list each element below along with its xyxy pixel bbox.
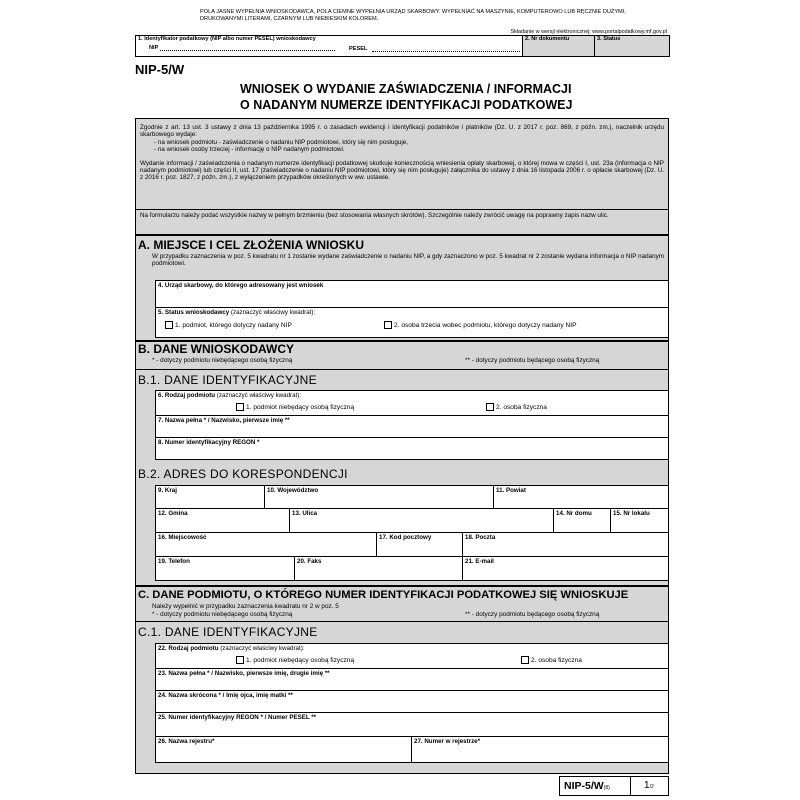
section-b2-title: B.2. ADRES DO KORESPONDENCJI — [138, 467, 348, 481]
numer-w-rejestrze-field[interactable] — [411, 737, 669, 763]
nazwa-pelna-c-field[interactable] — [155, 669, 669, 691]
nazwa-rejestru-field[interactable] — [155, 737, 412, 763]
checkbox-icon[interactable] — [384, 321, 392, 329]
section-c1-title: C.1. DANE IDENTYFIKACYJNE — [138, 625, 318, 639]
field-6-hint: (zaznaczyć właściwy kwadrat): — [216, 392, 302, 399]
intro-paragraph: Zgodnie z art. 13 ust. 3 ustawy z dnia 13 października 1995 r. o zasadach ewidencji i identyfikacji podatników i płatników (Dz. U. z 2017 r. poz. 869, z późn. zm.), naczelnik urzędu skarbowego wydaje: — [140, 124, 664, 139]
field-4-label: 4. Urząd skarbowy, do którego adresowany jest wniosek — [158, 282, 324, 289]
rodzaj-podmiotu-field — [155, 390, 669, 416]
section-c-description: Należy wypełnić w przypadku zaznaczenia kwadratu nr 2 w poz. 5 — [152, 603, 339, 610]
section-c-note-2: ** - dotyczy podmiotu będącego osobą fizyczną — [465, 611, 600, 618]
field-26-label: 26. Nazwa rejestru* — [158, 738, 215, 745]
section-c-title: C. DANE PODMIOTU, O KTÓREGO NUMER IDENTYFIKACJI PODATKOWEJ SIĘ WNIOSKUJE — [138, 589, 629, 601]
urzad-skarbowy-field[interactable] — [155, 280, 669, 308]
document-number-label: 2. Nr dokumentu — [525, 36, 570, 42]
section-b-title: B. DANE WNIOSKODAWCY — [138, 342, 294, 356]
nr-lokalu-field[interactable] — [610, 509, 669, 533]
section-b-note-2: ** - dotyczy podmiotu będącego osobą fizyczną — [465, 357, 600, 364]
field-7-label: 7. Nazwa pełna * / Nazwisko, pierwsze imię ** — [158, 417, 290, 424]
checkbox-icon[interactable] — [521, 656, 529, 664]
divider — [135, 621, 669, 622]
pesel-label: PESEL — [349, 46, 368, 52]
status-option-2-label: 2. osoba trzecia wobec podmiotu, którego dotyczy nadany NIP — [394, 321, 577, 329]
field-23-label: 23. Nazwa pełna * / Nazwisko, pierwsze imię, drugie imię ** — [158, 670, 330, 677]
footer-version: (8) — [603, 785, 610, 791]
checkbox-icon[interactable] — [236, 656, 244, 664]
field-20-label: 20. Faks — [297, 558, 322, 565]
ulica-field[interactable] — [289, 509, 554, 533]
kod-pocztowy-field[interactable] — [376, 533, 463, 557]
status-option-2[interactable] — [384, 321, 577, 329]
rodzaj-c-option-1[interactable] — [236, 656, 354, 664]
intro-paragraph: Wydanie informacji / zaświadczenia o nadanym numerze identyfikacji podatkowej skutkuje koniecznością wniesienia opłaty skarbowej, o której mowa w części I, ust. 23a (informacja o NIP nadanym podmiotowi) lub części II, ust. 17 (zaświadczenie o nadaniu NIP podmiotowi, który się nim posługuje) załącznika do ustawy z dnia 16 listopada 2006 r. o opłacie skarbowej (Dz. U. z 2016 r. poz. 1827, z późn. zm.), z wyłączeniem przypadków określonych w ww. ustawie. — [140, 159, 664, 182]
form-code: NIP-5/W — [135, 62, 185, 77]
gmina-field[interactable] — [155, 509, 290, 533]
section-a-title: A. MIEJSCE I CEL ZŁOŻENIA WNIOSKU — [138, 238, 365, 252]
regon-field[interactable] — [155, 438, 669, 460]
footer-code-text: NIP-5/W — [564, 780, 604, 792]
telefon-field[interactable] — [155, 557, 295, 581]
footer-form-code — [564, 780, 610, 792]
status-option-1-label: 1. podmiot, którego dotyczy nadany NIP — [175, 321, 292, 329]
nazwa-skrocona-field[interactable] — [155, 691, 669, 713]
checkbox-icon[interactable] — [165, 321, 173, 329]
rodzaj-option-2-label: 2. osoba fizyczna — [496, 403, 547, 411]
intro-bullet: - na wniosek podmiotu - zaświadczenie o nadaniu NIP podmiotowi, który się nim posługuje, — [154, 138, 408, 146]
rodzaj-option-2[interactable] — [486, 403, 547, 411]
checkbox-icon[interactable] — [486, 403, 494, 411]
field-13-label: 13. Ulica — [292, 510, 318, 517]
rodzaj-option-1-label: 1. podmiot niebędący osobą fizyczną — [246, 403, 355, 411]
nip-input[interactable] — [160, 50, 335, 51]
divider — [135, 234, 669, 236]
rodzaj-c-option-1-label: 1. podmiot niebędący osobą fizyczną — [246, 656, 355, 664]
rodzaj-c-option-2-label: 2. osoba fizyczna — [531, 656, 582, 664]
field-14-label: 14. Nr domu — [556, 510, 592, 517]
field-10-label: 10. Województwo — [267, 487, 319, 494]
field-5-label: 5. Status wnioskodawcy — [158, 309, 230, 316]
field-6-label: 6. Rodzaj podmiotu — [158, 392, 216, 399]
intro-block — [140, 124, 664, 182]
regon-pesel-field[interactable] — [155, 713, 669, 737]
field-15-label: 15. Nr lokalu — [613, 510, 650, 517]
field-21-label: 21. E-mail — [465, 558, 494, 565]
form-title-line2: O NADANYM NUMERZE IDENTYFIKACJI PODATKOWEJ — [240, 98, 573, 112]
electronic-filing-note: Składanie w wersji elektronicznej: www.portalpodatkowy.mf.gov.pl — [510, 29, 667, 35]
divider — [135, 209, 669, 210]
field-22-hint: (zaznaczyć właściwy kwadrat): — [220, 645, 305, 652]
rodzaj-podmiotu-c-field — [155, 643, 669, 669]
poczta-field[interactable] — [462, 533, 669, 557]
faks-field[interactable] — [294, 557, 463, 581]
field-24-label: 24. Nazwa skrócona * / Imię ojca, imię matki ** — [158, 692, 293, 699]
field-25-label: 25. Numer identyfikacyjny REGON * / Numer PESEL ** — [158, 714, 317, 721]
divider — [594, 35, 595, 57]
rodzaj-option-1[interactable] — [236, 403, 354, 411]
wojewodztwo-field[interactable] — [264, 485, 494, 509]
section-b-note-1: * - dotyczy podmiotu niebędącego osobą fizyczną — [152, 357, 293, 364]
miejscowosc-field[interactable] — [155, 533, 377, 557]
powiat-field[interactable] — [493, 485, 669, 509]
field-5-hint: (zaznaczyć właściwy kwadrat): — [230, 309, 316, 316]
divider — [135, 585, 669, 587]
checkbox-icon[interactable] — [236, 403, 244, 411]
nr-domu-field[interactable] — [553, 509, 611, 533]
field-12-label: 12. Gmina — [158, 510, 188, 517]
footer-pages-total: /2 — [649, 784, 654, 790]
header-instructions: POLA JASNE WYPEŁNIA WNIOSKODAWCA, POLA CIEMNE WYPEŁNIA URZĄD SKARBOWY. WYPEŁNIAĆ NA MASZYNIE, KOMPUTEROWO LUB RĘCZNIE DUŻYMI, DRUKOWANYMI LITERAMI, CZARNYM LUB NIEBIESKIM KOLOREM. — [200, 9, 626, 22]
field-19-label: 19. Telefon — [158, 558, 190, 565]
rodzaj-c-option-2[interactable] — [521, 656, 582, 664]
divider — [522, 35, 523, 57]
status-option-1[interactable] — [165, 321, 292, 329]
field-27-label: 27. Numer w rejestrze* — [414, 738, 481, 745]
status-label: 3. Status — [597, 36, 621, 42]
field-18-label: 18. Poczta — [465, 534, 496, 541]
form-title-line1: WNIOSEK O WYDANIE ZAŚWIADCZENIA / INFORMACJI — [240, 82, 572, 96]
divider — [135, 369, 669, 370]
kraj-field[interactable] — [155, 485, 265, 509]
identifier-label: 1. Identyfikator podatkowy (NIP albo numer PESEL) wnioskodawcy — [138, 36, 316, 42]
pesel-input[interactable] — [372, 51, 520, 52]
divider — [630, 776, 631, 796]
intro-bullet: - na wniosek osoby trzeciej - informację o NIP nadanym podmiotowi. — [154, 146, 345, 154]
section-a-description: W przypadku zaznaczenia w poz. 5 kwadratu nr 1 zostanie wydane zaświadczenie o nadaniu NIP, a gdy zaznaczono w poz. 5 kwadrat nr 2 zostanie wydana informacja o NIP nadanym podmiotowi. — [152, 253, 664, 268]
field-17-label: 17. Kod pocztowy — [379, 534, 432, 541]
field-16-label: 16. Miejscowość — [158, 534, 207, 541]
nip-label: NIP — [149, 45, 159, 51]
nazwa-pelna-field[interactable] — [155, 416, 669, 438]
intro-note: Na formularzu należy podać wszystkie nazwy w pełnym brzmieniu (bez stosowania własnych skrótów). Szczególnie należy zwrócić uwagę na poprawny zapis nazw ulic. — [140, 212, 609, 219]
section-b1-title: B.1. DANE IDENTYFIKACYJNE — [138, 373, 317, 387]
section-c-note-1: * - dotyczy podmiotu niebędącego osobą fizyczną — [152, 611, 293, 618]
field-9-label: 9. Kraj — [158, 487, 177, 494]
email-field[interactable] — [462, 557, 669, 581]
field-22-label: 22. Rodzaj podmiotu — [158, 645, 219, 652]
field-11-label: 11. Powiat — [496, 487, 526, 494]
footer-page: 1 — [644, 780, 650, 791]
field-8-label: 8. Numer identyfikacyjny REGON * — [158, 439, 260, 446]
footer-page-number — [644, 780, 654, 791]
